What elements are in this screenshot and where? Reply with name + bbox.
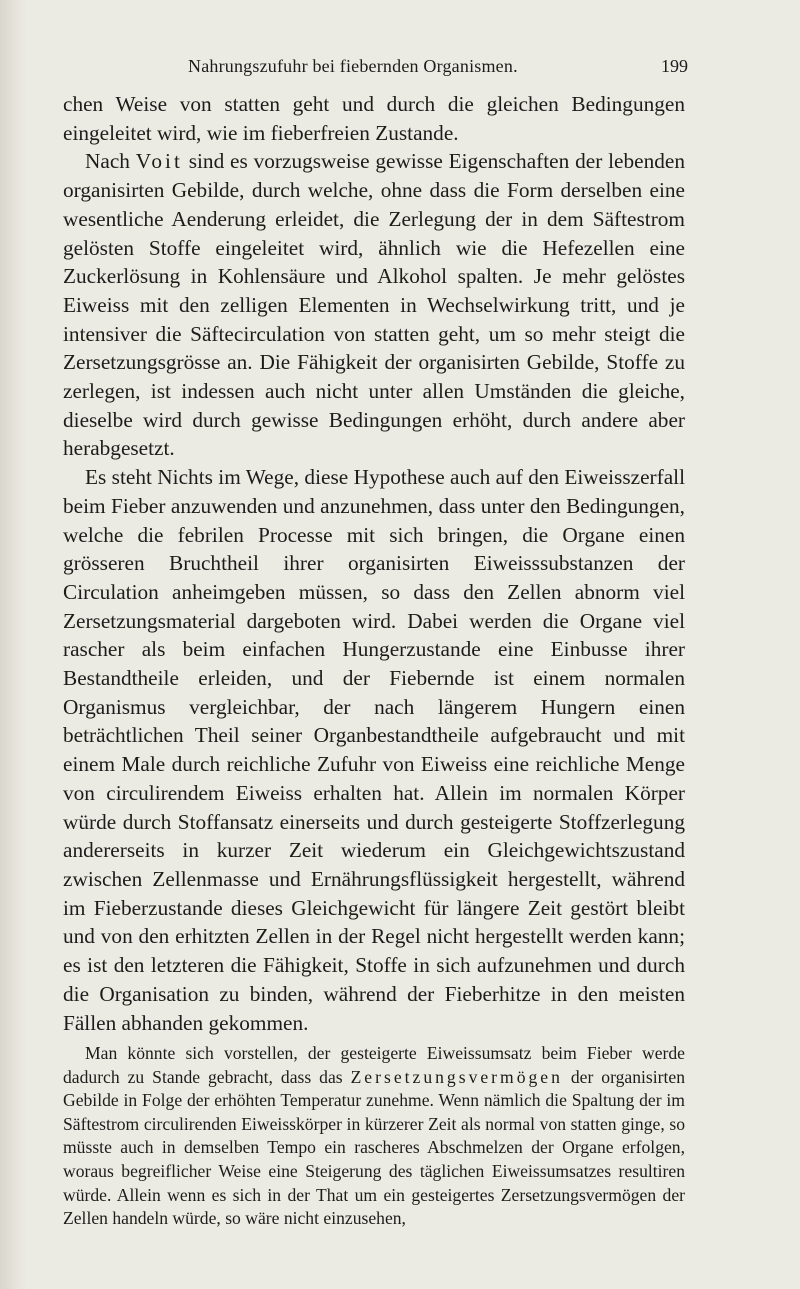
main-text [63,90,685,1037]
paragraph-voit-rest: sind es vorzugsweise gewisse Eigenschaften der lebenden organisirten Gebilde, durch welche, ohne dass die Form derselben eine wesentliche Aenderung erleidet, die Zerlegung der in dem Säftestrom gelösten Stoffe eingeleitet wird, ähnlich wie die Hefezellen eine Zuckerlösung in Kohlensäure und Alkohol spalten. Je mehr gelöstes Eiweiss mit den zelligen Elementen in Wechselwirkung tritt, und je intensiver die Säftecirculation von statten geht, um so mehr steigt die Zersetzungsgrösse an. Die Fähigkeit der organisirten Gebilde, Stoffe zu zerlegen, ist indessen auch nicht unter allen Umständen die gleiche, dieselbe wird durch gewisse Bedingungen erhöht, durch andere aber herabgesetzt. [63,149,685,461]
note-paragraph [63,1042,685,1231]
note-term-zersetzungsvermoegen: Zersetzungsvermögen [350,1066,563,1087]
author-name-voit: Voit [135,149,183,174]
note-rest: der organisirten Gebilde in Folge der erhöhten Temperatur zunehme. Wenn nämlich die Spaltung der im Säftestrom circulirenden Eiweisskörper in kürzerer Zeit als normal von statten ginge, so müsste auch in demselben Tempo ein rascheres Abschmelzen der Organe erfolgen, woraus begreiflicher Weise eine Steigerung des täglichen Eiweissumsatzes resultiren würde. Allein wenn es sich in der That um ein gesteigertes Zersetzungsvermögen der Zellen handeln würde, so wäre nicht einzusehen, [63,1066,685,1229]
page-header [188,56,688,86]
small-print-note [63,1042,685,1231]
page-number: 199 [661,56,688,76]
paragraph-voit-lead: Nach [85,149,136,174]
paragraph-voit [63,147,685,463]
paragraph-hypothesis: Es steht Nichts im Wege, diese Hypothese auch auf den Eiweisszerfall beim Fieber anzuwenden und anzunehmen, dass unter den Bedingungen, welche die febrilen Processe mit sich bringen, die Organe einen grösseren Bruchtheil ihrer organisirten Eiweisssubstanzen der Circulation anheimgeben müssen, so dass den Zellen abnorm viel Zersetzungsmaterial dargeboten wird. Dabei werden die Organe viel rascher als beim einfachen Hungerzustande eine Einbusse ihrer Bestandtheile erleiden, und der Fiebernde ist einem normalen Organismus vergleichbar, der nach längerem Hungern einen beträchtlichen Theil seiner Organbestandtheile aufgebraucht und mit einem Male durch reichliche Zufuhr von Eiweiss eine reichliche Menge von circulirendem Eiweiss erhalten hat. Allein im normalen Körper würde durch Stoffansatz einerseits und durch gesteigerte Stoffzerlegung andererseits in kurzer Zeit wiederum ein Gleichgewichtszustand zwischen Zellenmasse und Ernährungsflüssigkeit hergestellt, während im Fieberzustande dieses Gleichgewicht für längere Zeit gestört bleibt und von den erhitzten Zellen in der Regel nicht hergestellt werden kann; es ist den letzteren die Fähigkeit, Stoffe in sich aufzunehmen und durch die Organisation zu binden, während der Fieberhitze in den meisten Fällen abhanden gekommen. [63,465,685,1035]
note-lead: Man könnte sich vorstellen, der gesteigerte Eiweissumsatz beim Fieber werde dadurch zu Stande gebracht, dass das [63,1043,685,1087]
running-head: Nahrungszufuhr bei fiebernden Organismen. [188,56,518,76]
paragraph-continuation: chen Weise von statten geht und durch die gleichen Bedingungen eingeleitet wird, wie im fieberfreien Zustande. [63,92,685,145]
page-gutter-shadow [0,0,28,1289]
